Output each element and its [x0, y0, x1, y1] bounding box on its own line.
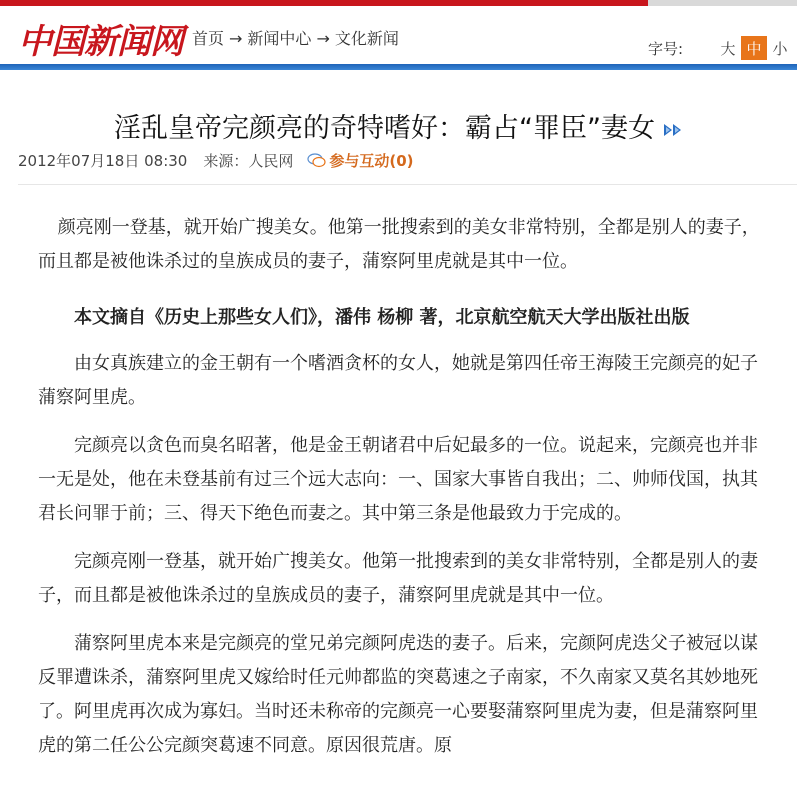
article-paragraph: 蒲察阿里虎本来是完颜亮的堂兄弟完颜阿虎迭的妻子。后来，完颜阿虎迭父子被冠以谋反罪遭诛杀，蒲察阿里虎又嫁给时任元帅都监的突葛速之子南家，不久南家又莫名其妙地死了。阿里虎再次成为寡妇。当时还未称帝的完颜亮一心要娶蒲察阿里虎为妻，但是蒲察阿里虎的第二任公公完颜突葛速不同意。原因很荒唐。原 [38, 633, 758, 756]
source-name[interactable]: 人民网 [248, 152, 294, 170]
publish-date: 2012年07月18日 08:30 [18, 152, 188, 170]
source-label: 来源： [203, 152, 249, 170]
meta-divider [18, 184, 797, 185]
font-size-large-button[interactable]: 大 [720, 39, 736, 58]
article-paragraph: 完颜亮刚一登基，就开始广搜美女。他第一批搜索到的美女非常特别，全都是别人的妻子，而且都是被他诛杀过的皇族成员的妻子，蒲察阿里虎就是其中一位。 [38, 551, 758, 606]
article-body [38, 211, 760, 777]
fast-forward-icon[interactable] [663, 114, 683, 145]
font-size-small-button[interactable]: 小 [772, 39, 788, 58]
article-meta [18, 150, 430, 171]
breadcrumb-home-link[interactable]: 首页 [192, 29, 225, 48]
font-size-medium-button[interactable]: 中 [741, 36, 767, 60]
article-title-row [0, 106, 797, 145]
article-excerpt-note: 本文摘自《历史上那些女人们》，潘伟 杨柳 著，北京航空航天大学出版社出版 [74, 307, 690, 328]
font-size-label: 字号: [648, 39, 684, 58]
breadcrumb [192, 26, 399, 49]
article-paragraph: 由女真族建立的金王朝有一个嗜酒贪杯的女人，她就是第四任帝王海陵王完颜亮的妃子蒲察阿里虎。 [38, 353, 758, 408]
breadcrumb-culture-news-link[interactable]: 文化新闻 [334, 29, 399, 48]
header-divider [0, 64, 797, 70]
article-title: 淫乱皇帝完颜亮的奇特嗜好：霸占“罪臣”妻女 [114, 113, 655, 145]
site-header [0, 6, 797, 64]
breadcrumb-arrow-icon: → [229, 29, 243, 48]
comment-link[interactable] [307, 150, 429, 171]
site-logo[interactable]: 中国新闻网 [18, 22, 183, 62]
breadcrumb-news-center-link[interactable]: 新闻中心 [247, 29, 312, 48]
comment-bubble-icon [307, 153, 327, 169]
article-paragraph: 完颜亮以贪色而臭名昭著，他是金王朝诸君中后妃最多的一位。说起来，完颜亮也并非一无是处，他在未登基前有过三个远大志向：一、国家大事皆自我出；二、帅师伐国，执其君长问罪于前；三、得天下绝色而妻之。其中第三条是他最致力于完成的。 [38, 435, 758, 524]
comment-link-label: 参与互动(0) [329, 152, 414, 170]
breadcrumb-arrow-icon: → [316, 29, 330, 48]
font-size-switcher [648, 36, 793, 60]
article-paragraph-lead: 颜亮刚一登基，就开始广搜美女。他第一批搜索到的美女非常特别，全都是别人的妻子，而且都是被他诛杀过的皇族成员的妻子，蒲察阿里虎就是其中一位。 [38, 217, 760, 272]
